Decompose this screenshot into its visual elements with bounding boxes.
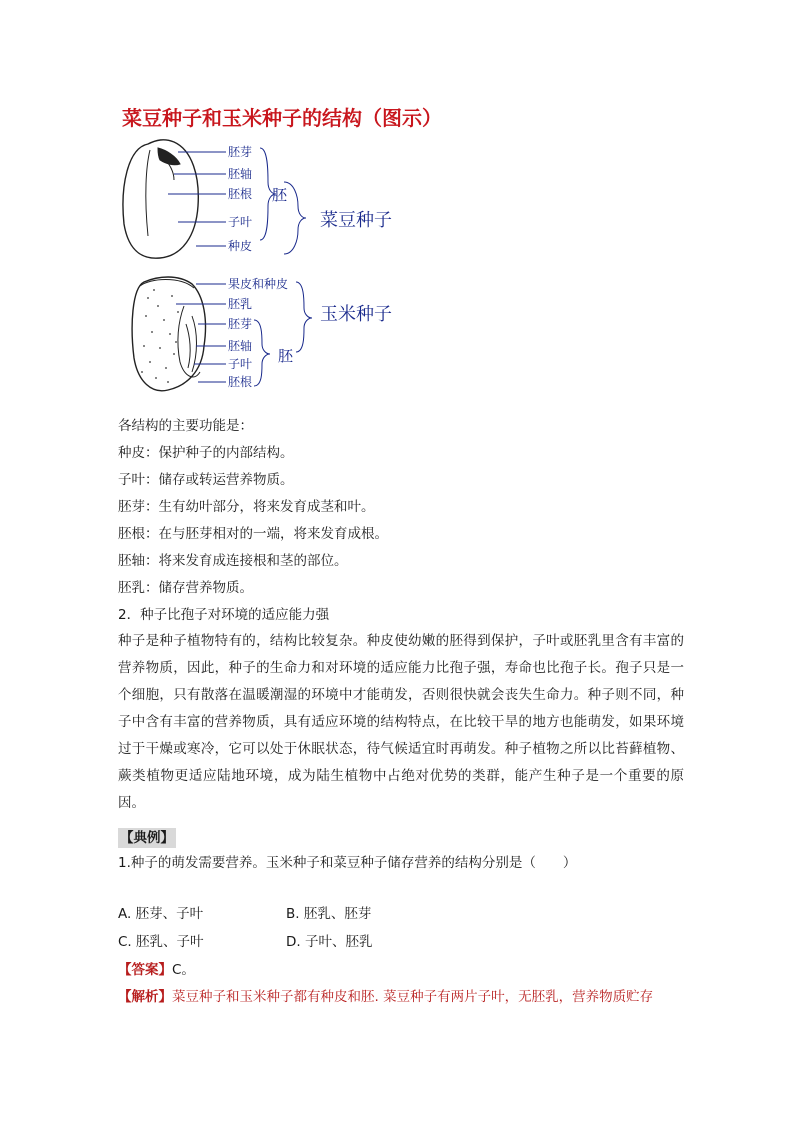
corn-label-endosperm: 胚乳: [228, 297, 253, 311]
seed-structure-diagram: [118, 136, 418, 398]
answer-text: C。: [172, 962, 195, 978]
bean-label-cotyledon: 子叶: [228, 215, 253, 229]
corn-embryo-label: 胚: [278, 347, 294, 365]
corn-seed-illustration: [132, 277, 205, 391]
bean-label-hypocotyl: 胚轴: [228, 167, 253, 181]
corn-label-pericarp-coat: 果皮和种皮: [228, 277, 289, 291]
function-item: 子叶：储存或转运营养物质。: [118, 472, 294, 488]
bean-label-seed-coat: 种皮: [228, 239, 253, 253]
example-question: 1.种子的萌发需要营养。玉米种子和菜豆种子储存营养的结构分别是（ ）: [118, 855, 577, 871]
function-item: 种皮：保护种子的内部结构。: [118, 445, 294, 461]
example-tag: 【典例】: [120, 830, 174, 846]
bean-embryo-label: 胚: [272, 186, 288, 204]
answer-tag: 【答案】: [118, 962, 172, 978]
bean-seed-name: 菜豆种子: [320, 210, 392, 231]
corn-label-plumule: 胚芽: [228, 317, 253, 331]
bean-seed-illustration: [123, 140, 198, 258]
analysis-text: 菜豆种子和玉米种子都有种皮和胚. 菜豆种子有两片子叶，无胚乳，营养物质贮存: [172, 989, 654, 1005]
analysis-tag: 【解析】: [118, 989, 172, 1005]
function-item: 胚轴：将来发育成连接根和茎的部位。: [118, 553, 348, 569]
section-2-body: 种子是种子植物特有的，结构比较复杂。种皮使幼嫩的胚得到保护，子叶或胚乳里含有丰富的营养物质，因此，种子的生命力和对环境的适应能力比孢子强，寿命也比孢子长。孢子只是一个细胞，只有散落在温暖潮湿的环境中才能萌发，否则很快就会丧失生命力。种子则不同，种子中含有丰富的营养物质，具有适应环境的结构特点，在比较干旱的地方也能萌发，如果环境过于干燥或寒冷，它可以处于休眠状态，待气候适宜时再萌发。种子植物之所以比苔藓植物、蕨类植物更适应陆地环境，成为陆生植物中占绝对优势的类群，能产生种子是一个重要的原因。: [118, 633, 684, 811]
option-c: C. 胚乳、子叶: [118, 934, 204, 950]
page-title: 菜豆种子和玉米种子的结构（图示）: [122, 106, 442, 130]
analysis-line: [118, 987, 653, 1007]
corn-label-cotyledon: 子叶: [228, 357, 253, 371]
bean-label-radicle: 胚根: [228, 187, 253, 201]
function-item: 胚根：在与胚芽相对的一端，将来发育成根。: [118, 526, 388, 542]
option-a: A. 胚芽、子叶: [118, 906, 204, 922]
functions-intro: 各结构的主要功能是：: [118, 418, 253, 434]
function-item: 胚乳：储存营养物质。: [118, 580, 253, 596]
corn-label-radicle: 胚根: [228, 375, 253, 389]
corn-seed-name: 玉米种子: [320, 304, 392, 325]
function-item: 胚芽：生有幼叶部分，将来发育成茎和叶。: [118, 499, 375, 515]
bean-label-plumule: 胚芽: [228, 145, 253, 159]
section-2-heading: 2．种子比孢子对环境的适应能力强: [118, 607, 330, 623]
corn-label-hypocotyl: 胚轴: [228, 339, 253, 353]
answer-line: [118, 960, 195, 980]
option-b: B. 胚乳、胚芽: [286, 906, 372, 922]
option-d: D. 子叶、胚乳: [286, 934, 373, 950]
